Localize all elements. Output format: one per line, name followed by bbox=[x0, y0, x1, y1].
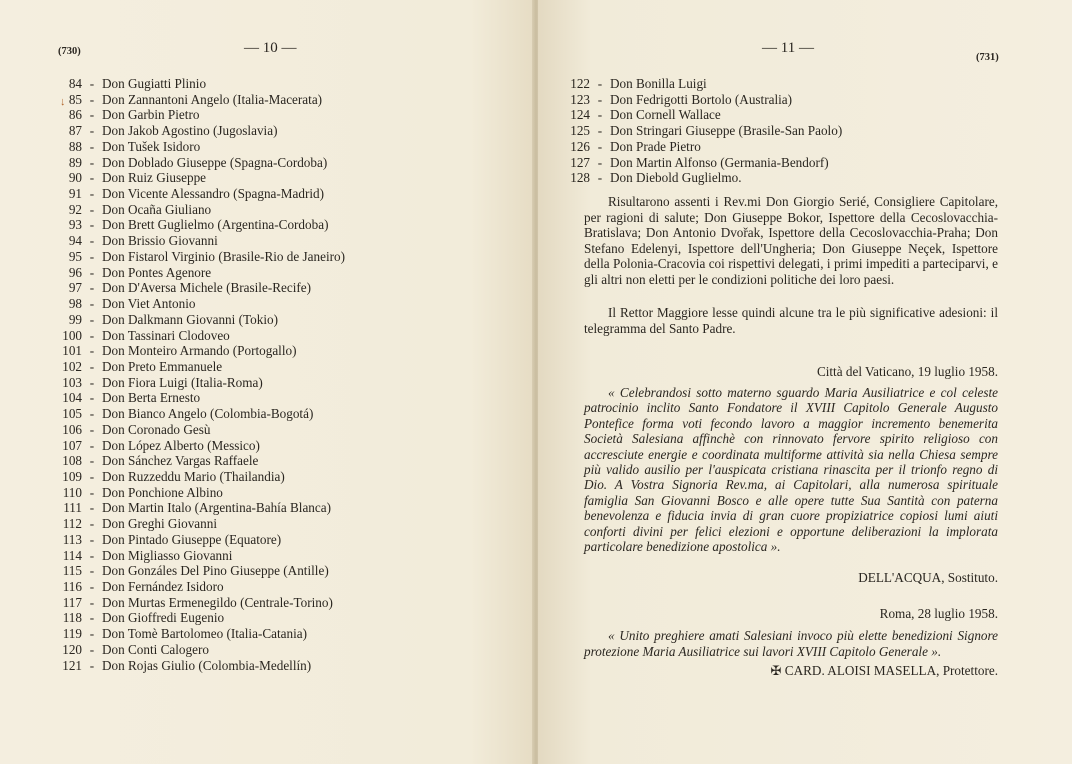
entry-name: Don Doblado Giuseppe (Spagna-Cordoba) bbox=[102, 154, 328, 170]
entry-name: Don Dalkmann Giovanni (Tokio) bbox=[102, 311, 278, 327]
list-item bbox=[560, 123, 842, 139]
entry-number: 114 bbox=[62, 547, 82, 563]
entry-number: 100 bbox=[62, 327, 82, 343]
entry-name: Don Rojas Giulio (Colombia-Medellín) bbox=[102, 657, 312, 673]
entry-separator: - bbox=[89, 468, 95, 484]
list-item bbox=[52, 123, 345, 139]
entry-separator: - bbox=[89, 76, 95, 91]
list-item bbox=[52, 626, 345, 642]
entry-name: Don Martin Alfonso (Germania-Bendorf) bbox=[610, 154, 829, 170]
entry-separator: - bbox=[89, 610, 95, 626]
entry-name: Don Diebold Guglielmo. bbox=[610, 170, 742, 186]
entry-number: 89 bbox=[68, 154, 82, 170]
telegram2-body: « Unito preghiere amati Salesiani invoco più elette benedizioni Signore protezione Maria Ausiliatrice sui lavori XVIII Capitolo Generale ». bbox=[584, 628, 998, 659]
entry-separator: - bbox=[89, 516, 95, 532]
entry-number: 106 bbox=[62, 421, 82, 437]
entry-number: 116 bbox=[62, 579, 82, 594]
entry-separator: - bbox=[89, 154, 95, 170]
list-item bbox=[52, 155, 345, 171]
entry-name: Don Ruzzeddu Mario (Thailandia) bbox=[102, 468, 285, 484]
entry-number: 98 bbox=[68, 296, 82, 312]
list-item bbox=[52, 500, 345, 516]
entry-name: Don Murtas Ermenegildo (Centrale-Torino) bbox=[102, 594, 333, 610]
list-item bbox=[52, 92, 345, 108]
entry-separator: - bbox=[89, 327, 95, 343]
entry-number: 119 bbox=[62, 626, 82, 642]
list-item bbox=[52, 375, 345, 391]
entry-number: 128 bbox=[570, 170, 590, 186]
entry-number: 95 bbox=[68, 248, 82, 264]
list-item bbox=[52, 469, 345, 485]
entry-number: 118 bbox=[62, 610, 82, 626]
list-item bbox=[560, 170, 842, 186]
list-item bbox=[52, 595, 345, 611]
entry-name: Don Coronado Gesù bbox=[102, 421, 211, 437]
list-item bbox=[52, 296, 345, 312]
list-item bbox=[52, 516, 345, 532]
entry-separator: - bbox=[89, 563, 95, 579]
entry-name: Don Brissio Giovanni bbox=[102, 233, 218, 249]
list-item bbox=[52, 658, 345, 674]
telegram1-place-date-text: Città del Vaticano, 19 luglio 1958. bbox=[816, 364, 998, 379]
entry-name: Don Fernández Isidoro bbox=[102, 579, 224, 594]
right-page-marker: (731) bbox=[976, 52, 999, 63]
telegram2-signature: ✠ CARD. ALOISI MASELLA, Protettore. bbox=[770, 663, 998, 678]
entry-number: 99 bbox=[68, 311, 82, 327]
list-item bbox=[52, 233, 345, 249]
entry-name: Don Gugiatti Plinio bbox=[102, 76, 207, 91]
entry-separator: - bbox=[89, 437, 95, 453]
left-page bbox=[0, 0, 534, 764]
list-item bbox=[52, 642, 345, 658]
entry-number: 92 bbox=[68, 201, 82, 217]
entry-number: 117 bbox=[62, 594, 82, 610]
entry-separator: - bbox=[89, 406, 95, 422]
entry-number: 86 bbox=[68, 107, 82, 123]
telegram1-signature: DELL'ACQUA, Sostituto. bbox=[858, 570, 998, 585]
entry-name: Don Vicente Alessandro (Spagna-Madrid) bbox=[102, 186, 324, 202]
entry-name: Don Tassinari Clodoveo bbox=[102, 327, 230, 343]
entry-separator: - bbox=[89, 374, 95, 390]
entry-separator: - bbox=[597, 170, 603, 186]
list-item bbox=[52, 438, 345, 454]
entry-separator: - bbox=[597, 76, 603, 91]
entry-name: Don Cornell Wallace bbox=[610, 107, 721, 123]
entry-number: 127 bbox=[570, 154, 590, 170]
left-page-number: — 10 — bbox=[244, 40, 297, 56]
entry-separator: - bbox=[89, 547, 95, 563]
list-item bbox=[52, 390, 345, 406]
entry-number: 97 bbox=[68, 280, 82, 296]
entry-name: Don Garbin Pietro bbox=[102, 107, 200, 123]
list-item bbox=[52, 139, 345, 155]
entry-separator: - bbox=[597, 138, 603, 154]
entry-separator: - bbox=[89, 201, 95, 217]
rector-paragraph: Il Rettor Maggiore lesse quindi alcune tra le più significative adesioni: il telegramma del Santo Padre. bbox=[584, 305, 998, 336]
entry-number: 110 bbox=[62, 484, 82, 500]
entry-name: Don Gonzáles Del Pino Giuseppe (Antille) bbox=[102, 563, 329, 579]
list-item bbox=[52, 312, 345, 328]
entry-separator: - bbox=[597, 91, 603, 107]
entry-number: 93 bbox=[68, 217, 82, 233]
entry-number: 84 bbox=[68, 76, 82, 91]
entry-number: 94 bbox=[68, 233, 82, 249]
entry-separator: - bbox=[597, 154, 603, 170]
list-item bbox=[52, 170, 345, 186]
list-item bbox=[560, 155, 842, 171]
entry-number: 85 bbox=[68, 91, 82, 107]
list-item bbox=[52, 422, 345, 438]
entry-separator: - bbox=[89, 91, 95, 107]
entry-name: Don Gioffredi Eugenio bbox=[102, 610, 225, 626]
entry-separator: - bbox=[89, 641, 95, 657]
list-item bbox=[52, 359, 345, 375]
entry-separator: - bbox=[89, 233, 95, 249]
entry-number: 111 bbox=[63, 500, 82, 516]
entry-number: 107 bbox=[62, 437, 82, 453]
entry-number: 105 bbox=[62, 406, 82, 422]
list-item bbox=[52, 217, 345, 233]
entry-separator: - bbox=[89, 186, 95, 202]
entry-name: Don Sánchez Vargas Raffaele bbox=[102, 453, 259, 469]
entry-separator: - bbox=[89, 343, 95, 359]
entry-name: Don Ocaña Giuliano bbox=[102, 201, 212, 217]
entry-name: Don Fedrigotti Bortolo (Australia) bbox=[610, 91, 793, 107]
entry-number: 101 bbox=[62, 343, 82, 359]
entry-separator: - bbox=[89, 248, 95, 264]
entry-name: Don Zannantoni Angelo (Italia-Macerata) bbox=[102, 91, 323, 107]
list-item bbox=[52, 265, 345, 281]
entry-separator: - bbox=[597, 123, 603, 139]
entry-name: Don Brett Guglielmo (Argentina-Cordoba) bbox=[102, 217, 329, 233]
entry-separator: - bbox=[89, 217, 95, 233]
entry-separator: - bbox=[89, 107, 95, 123]
list-item bbox=[52, 107, 345, 123]
list-item bbox=[560, 76, 842, 92]
entry-name: Don Pontes Agenore bbox=[102, 264, 212, 280]
entry-name: Don Stringari Giuseppe (Brasile-San Paolo) bbox=[610, 123, 843, 139]
entry-name: Don Tomè Bartolomeo (Italia-Catania) bbox=[102, 626, 308, 642]
entry-separator: - bbox=[89, 311, 95, 327]
entry-name: Don Pintado Giuseppe (Equatore) bbox=[102, 531, 282, 547]
list-item bbox=[52, 186, 345, 202]
list-item bbox=[52, 76, 345, 92]
entry-number: 122 bbox=[570, 76, 590, 91]
entry-separator: - bbox=[89, 296, 95, 312]
entry-separator: - bbox=[89, 123, 95, 139]
left-name-list bbox=[52, 76, 345, 673]
entry-number: 120 bbox=[62, 641, 82, 657]
entry-number: 102 bbox=[62, 358, 82, 374]
absent-paragraph: Risultarono assenti i Rev.mi Don Giorgio Serié, Consigliere Capitolare, per ragioni di salute; Don Giuseppe Bokor, Ispettore della Cecoslovacchia-Bratislava; Don Antonio Dvořak, Ispettore della Cecoslovacchia-Praha; Don Stefano Edelenyi, Ispettore dell'Ungheria; Don Giuseppe Neçek, Ispettore della Polonia-Cracovia coi rispettivi delegati, i primi impediti a parteciparvi, e gli altri non eletti per le condizioni politiche dei loro paesi. bbox=[584, 194, 998, 287]
entry-name: Don Berta Ernesto bbox=[102, 390, 201, 406]
entry-name: Don Greghi Giovanni bbox=[102, 516, 218, 532]
entry-separator: - bbox=[89, 657, 95, 673]
entry-name: Don Martin Italo (Argentina-Bahía Blanca) bbox=[102, 500, 331, 516]
entry-separator: - bbox=[89, 531, 95, 547]
entry-separator: - bbox=[89, 500, 95, 516]
entry-number: 91 bbox=[68, 186, 82, 202]
entry-name: Don Fiora Luigi (Italia-Roma) bbox=[102, 374, 263, 390]
entry-separator: - bbox=[89, 484, 95, 500]
list-item bbox=[52, 610, 345, 626]
entry-number: 121 bbox=[62, 657, 82, 673]
entry-number: 96 bbox=[68, 264, 82, 280]
entry-number: 125 bbox=[570, 123, 590, 139]
right-page-number: — 11 — bbox=[762, 40, 814, 56]
entry-name: Don Jakob Agostino (Jugoslavia) bbox=[102, 123, 278, 139]
entry-name: Don Viet Antonio bbox=[102, 296, 196, 312]
entry-number: 104 bbox=[62, 390, 82, 406]
entry-separator: - bbox=[89, 390, 95, 406]
entry-name: Don Ruiz Giuseppe bbox=[102, 170, 207, 186]
right-name-list bbox=[560, 76, 842, 186]
entry-number: 112 bbox=[62, 516, 82, 532]
telegram1-place-date bbox=[584, 364, 998, 380]
entry-number: 87 bbox=[68, 123, 82, 139]
list-item bbox=[560, 107, 842, 123]
entry-name: Don Ponchione Albino bbox=[102, 484, 223, 500]
entry-name: Don Bonilla Luigi bbox=[610, 76, 707, 91]
telegram1-body: « Celebrandosi sotto materno sguardo Maria Ausiliatrice e col celeste patrocinio inclito Santo Fondatore il XVIII Capitolo Generale Augusto Pontefice forma voti fecondo lavoro a maggior incremento benemerita Società Salesiana affinchè con rinnovato fervore spirito religioso con accresciute energie e coordinata multiforme attività sia nella Chiesa sempre più valido ausilio per l'auspicata cristiana rinascita per il trionfo regno di Dio. A Vostra Signoria Rev.ma, ai Capitolari, alla numerosa spirituale famiglia San Giovanni Bosco e alle opere tutte Sua Santità con paterna benevolenza e fiducia invia di gran cuore propiziatrice copiosi lumi aiuti conforti divini per felici elezioni e opportune deliberazioni la implorata particolare benedizione apostolica ». bbox=[584, 385, 998, 555]
entry-number: 126 bbox=[570, 138, 590, 154]
entry-number: 109 bbox=[62, 468, 82, 484]
entry-separator: - bbox=[89, 453, 95, 469]
list-item bbox=[560, 139, 842, 155]
entry-number: 123 bbox=[570, 91, 590, 107]
entry-separator: - bbox=[89, 170, 95, 186]
entry-number: 103 bbox=[62, 374, 82, 390]
entry-separator: - bbox=[89, 358, 95, 374]
entry-name: Don López Alberto (Messico) bbox=[102, 437, 260, 453]
list-item bbox=[52, 249, 345, 265]
list-item bbox=[52, 328, 345, 344]
entry-number: 108 bbox=[62, 453, 82, 469]
entry-number: 90 bbox=[68, 170, 82, 186]
right-page bbox=[538, 0, 1072, 764]
telegram2-place-date: Roma, 28 luglio 1958. bbox=[879, 606, 998, 621]
entry-name: Don Conti Calogero bbox=[102, 641, 209, 657]
entry-separator: - bbox=[597, 107, 603, 123]
entry-number: 88 bbox=[68, 138, 82, 154]
entry-separator: - bbox=[89, 264, 95, 280]
list-item bbox=[52, 343, 345, 359]
list-item bbox=[52, 202, 345, 218]
entry-name: Don Preto Emmanuele bbox=[102, 358, 223, 374]
entry-name: Don Fistarol Virginio (Brasile-Rio de Janeiro) bbox=[102, 248, 346, 264]
list-item bbox=[52, 485, 345, 501]
list-item bbox=[52, 579, 345, 595]
list-item bbox=[52, 548, 345, 564]
list-item bbox=[52, 563, 345, 579]
entry-separator: - bbox=[89, 626, 95, 642]
entry-name: Don Bianco Angelo (Colombia-Bogotá) bbox=[102, 406, 314, 422]
left-page-marker: (730) bbox=[58, 46, 81, 57]
entry-separator: - bbox=[89, 594, 95, 610]
entry-name: Don Migliasso Giovanni bbox=[102, 547, 233, 563]
list-item bbox=[52, 453, 345, 469]
entry-number: 115 bbox=[62, 563, 82, 579]
entry-separator: - bbox=[89, 280, 95, 296]
margin-mark: ↓ bbox=[60, 96, 66, 108]
list-item bbox=[52, 532, 345, 548]
entry-name: Don D'Aversa Michele (Brasile-Recife) bbox=[102, 280, 312, 296]
entry-name: Don Prade Pietro bbox=[610, 138, 701, 154]
entry-separator: - bbox=[89, 579, 95, 594]
entry-name: Don Monteiro Armando (Portogallo) bbox=[102, 343, 297, 359]
list-item bbox=[560, 92, 842, 108]
entry-number: 113 bbox=[62, 531, 82, 547]
entry-separator: - bbox=[89, 421, 95, 437]
entry-separator: - bbox=[89, 138, 95, 154]
list-item bbox=[52, 406, 345, 422]
list-item bbox=[52, 280, 345, 296]
entry-name: Don Tušek Isidoro bbox=[102, 138, 201, 154]
entry-number: 124 bbox=[570, 107, 590, 123]
